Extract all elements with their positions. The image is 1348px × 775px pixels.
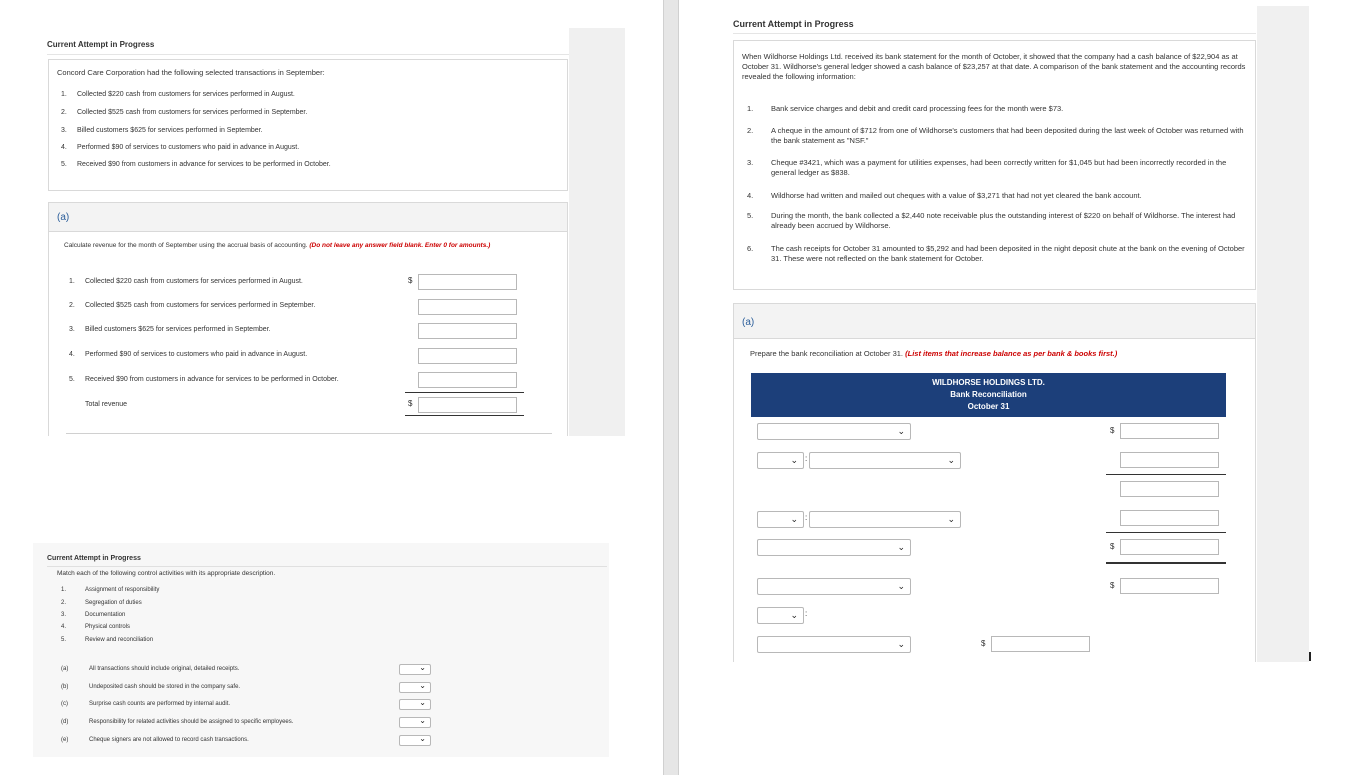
total-rule [1106, 562, 1226, 564]
information-box [733, 40, 1256, 290]
activity-item: Physical controls [85, 624, 131, 630]
item-num: 1. [747, 104, 754, 113]
list-num: 3. [61, 127, 67, 134]
instruction-text: Prepare the bank reconciliation at October 31. [750, 349, 904, 358]
instruction-text: Calculate revenue for the month of September using the accrual basis of accounting. [64, 242, 308, 249]
activity-num: 1. [61, 587, 67, 593]
list-num: 2. [61, 109, 67, 116]
item-num: 6. [747, 244, 754, 253]
recon-mini-select-4[interactable] [757, 511, 804, 528]
chevron-down-icon: ⌄ [419, 681, 426, 690]
activity-num: 5. [61, 637, 67, 643]
row-label: Received $90 from customers in advance for services to be performed in October. [85, 376, 339, 383]
attempt-title: Current Attempt in Progress [47, 40, 155, 49]
list-num: 5. [61, 161, 67, 168]
row-label: Collected $525 cash from customers for services performed in September. [85, 302, 316, 309]
subtotal-rule [405, 392, 524, 393]
dollar-sign: $ [981, 639, 986, 648]
chevron-down-icon: ⌄ [947, 514, 955, 524]
recon-select-8[interactable] [757, 636, 911, 653]
part-a-instruction [64, 241, 564, 250]
list-item: Billed customers $625 for services performed in September. [77, 127, 263, 134]
activity-item: Assignment of responsibility [85, 587, 160, 593]
description-text: Responsibility for related activities should be assigned to specific employees. [89, 719, 294, 725]
revenue-input-1[interactable] [418, 274, 517, 290]
list-item: Collected $525 cash from customers for services performed in September. [77, 109, 308, 116]
row-label: Billed customers $625 for services performed in September. [85, 326, 271, 333]
item-text: Bank service charges and debit and credit card processing fees for the month were $73. [771, 104, 1064, 113]
item-num: 5. [747, 211, 754, 220]
list-num: 4. [61, 144, 67, 151]
chevron-down-icon: ⌄ [947, 455, 955, 465]
row-num: 4. [69, 351, 75, 358]
company-name: WILDHORSE HOLDINGS LTD. [932, 378, 1045, 387]
revenue-input-4[interactable] [418, 348, 517, 364]
subtotal-rule [1106, 474, 1226, 475]
recon-mini-select-2[interactable] [757, 452, 804, 469]
row-label: Performed $90 of services to customers who paid in advance in August. [85, 351, 308, 358]
dollar-sign: $ [408, 399, 413, 408]
chevron-down-icon: ⌄ [790, 455, 798, 465]
list-item: Performed $90 of services to customers who paid in advance in August. [77, 144, 300, 151]
recon-select-6[interactable] [757, 578, 911, 595]
colon-separator: : [805, 513, 808, 522]
row-num: 3. [69, 326, 75, 333]
list-num: 1. [61, 91, 67, 98]
recon-amount-8[interactable] [991, 636, 1090, 652]
part-label: (a) [742, 317, 755, 328]
list-item: Collected $220 cash from customers for services performed in August. [77, 91, 295, 98]
revenue-input-2[interactable] [418, 299, 517, 315]
chevron-down-icon: ⌄ [790, 514, 798, 524]
activity-item: Segregation of duties [85, 600, 142, 606]
colon-separator: : [805, 609, 808, 618]
chevron-down-icon: ⌄ [897, 426, 905, 436]
item-num: 4. [747, 191, 754, 200]
description-text: Cheque signers are not allowed to record cash transactions. [89, 737, 249, 743]
total-revenue-input[interactable] [418, 397, 517, 413]
row-num: 2. [69, 302, 75, 309]
total-rule [405, 415, 524, 416]
chevron-down-icon: ⌄ [790, 610, 798, 620]
part-a-header [733, 303, 1256, 339]
activity-item: Review and reconciliation [85, 637, 154, 643]
cut-rule [66, 433, 552, 434]
item-text: A cheque in the amount of $712 from one of Wildhorse's customers that had been deposited during the last week of October was returned with the bank statement as "NSF." [771, 126, 1244, 145]
dollar-sign: $ [1110, 581, 1115, 590]
recon-amount-3[interactable] [1120, 481, 1219, 497]
activity-num: 2. [61, 600, 67, 606]
match-select-c[interactable] [399, 699, 431, 710]
row-label: Collected $220 cash from customers for services performed in August. [85, 278, 303, 285]
description-text: All transactions should include original, detailed receipts. [89, 666, 240, 672]
chevron-down-icon: ⌄ [897, 542, 905, 552]
description-text: Surprise cash counts are performed by internal audit. [89, 701, 231, 707]
recon-amount-4[interactable] [1120, 510, 1219, 526]
chevron-down-icon: ⌄ [897, 581, 905, 591]
instruction-red: (List items that increase balance as per bank & books first.) [905, 349, 1118, 358]
item-text: Cheque #3421, which was a payment for utilities expenses, had been correctly written for $1,045 but had been incorrectly recorded in the general ledger as $838. [771, 158, 1227, 177]
match-select-a[interactable] [399, 664, 431, 675]
item-num: 2. [747, 126, 754, 135]
description-letter: (d) [61, 719, 69, 725]
revenue-input-3[interactable] [418, 323, 517, 339]
part-a-header [48, 202, 568, 232]
recon-amount-1[interactable] [1120, 423, 1219, 439]
statement-date: October 31 [967, 402, 1010, 411]
statement-name: Bank Reconciliation [950, 390, 1027, 399]
description-letter: (e) [61, 737, 69, 743]
part-a-instruction [750, 349, 1117, 358]
attempt-title: Current Attempt in Progress [733, 19, 854, 29]
transactions-intro: Concord Care Corporation had the following selected transactions in September: [57, 68, 325, 77]
description-letter: (a) [61, 666, 69, 672]
title-rule [733, 33, 1256, 34]
chevron-down-icon: ⌄ [419, 663, 426, 672]
chevron-down-icon: ⌄ [419, 734, 426, 743]
activity-item: Documentation [85, 612, 126, 618]
transactions-box [48, 59, 568, 191]
subtotal-rule [1106, 532, 1226, 533]
recon-amount-2[interactable] [1120, 452, 1219, 468]
colon-separator: : [805, 454, 808, 463]
chevron-down-icon: ⌄ [897, 639, 905, 649]
list-item: Received $90 from customers in advance for services to be performed in October. [77, 161, 331, 168]
description-text: Undeposited cash should be stored in the company safe. [89, 684, 241, 690]
dollar-sign: $ [1110, 426, 1115, 435]
title-rule [47, 54, 569, 55]
attempt-title: Current Attempt in Progress [47, 555, 141, 562]
row-num: 5. [69, 376, 75, 383]
recon-amount-5[interactable] [1120, 539, 1219, 555]
description-letter: (c) [61, 701, 68, 707]
revenue-input-5[interactable] [418, 372, 517, 388]
activity-num: 3. [61, 612, 67, 618]
description-letter: (b) [61, 684, 69, 690]
activity-num: 4. [61, 624, 67, 630]
recon-select-1[interactable] [757, 423, 911, 440]
recon-select-5[interactable] [757, 539, 911, 556]
dollar-sign: $ [408, 276, 413, 285]
chevron-down-icon: ⌄ [419, 716, 426, 725]
match-select-e[interactable] [399, 735, 431, 746]
reconciliation-banner [751, 373, 1226, 417]
dollar-sign: $ [1110, 542, 1115, 551]
recon-select-4[interactable] [809, 511, 961, 528]
item-text: The cash receipts for October 31 amounted to $5,292 and had been deposited in the night deposit chute at the bank on the evening of October 31. These were not reflected on the bank statement for October. [771, 244, 1245, 263]
title-rule [47, 566, 607, 567]
problem-intro: When Wildhorse Holdings Ltd. received its bank statement for the month of October, it showed that the company had a cash balance of $22,904 as at October 31. Wildhorse's general ledger showed a cash balance of $23,257 at that date. A comparison of the bank statement and the accounting records revealed the following information: [742, 52, 1246, 81]
recon-amount-6[interactable] [1120, 578, 1219, 594]
instruction-red: (Do not leave any answer field blank. Enter 0 for amounts.) [309, 242, 491, 249]
screenshot-divider [663, 0, 679, 775]
recon-select-2[interactable] [809, 452, 961, 469]
part-label: (a) [57, 212, 70, 223]
recon-mini-select-7[interactable] [757, 607, 804, 624]
item-text: During the month, the bank collected a $2,440 note receivable plus the outstanding interest of $220 on behalf of Wildhorse. The interest had already been accrued by Wildhorse. [771, 211, 1236, 230]
item-num: 3. [747, 158, 754, 167]
chevron-down-icon: ⌄ [419, 698, 426, 707]
total-revenue-label: Total revenue [85, 401, 128, 408]
match-intro: Match each of the following control activities with its appropriate description. [57, 570, 276, 577]
match-select-b[interactable] [399, 682, 431, 693]
match-select-d[interactable] [399, 717, 431, 728]
text-cursor-icon [1309, 652, 1311, 661]
row-num: 1. [69, 278, 75, 285]
item-text: Wildhorse had written and mailed out cheques with a value of $3,271 that had not yet cleared the bank account. [771, 191, 1142, 200]
